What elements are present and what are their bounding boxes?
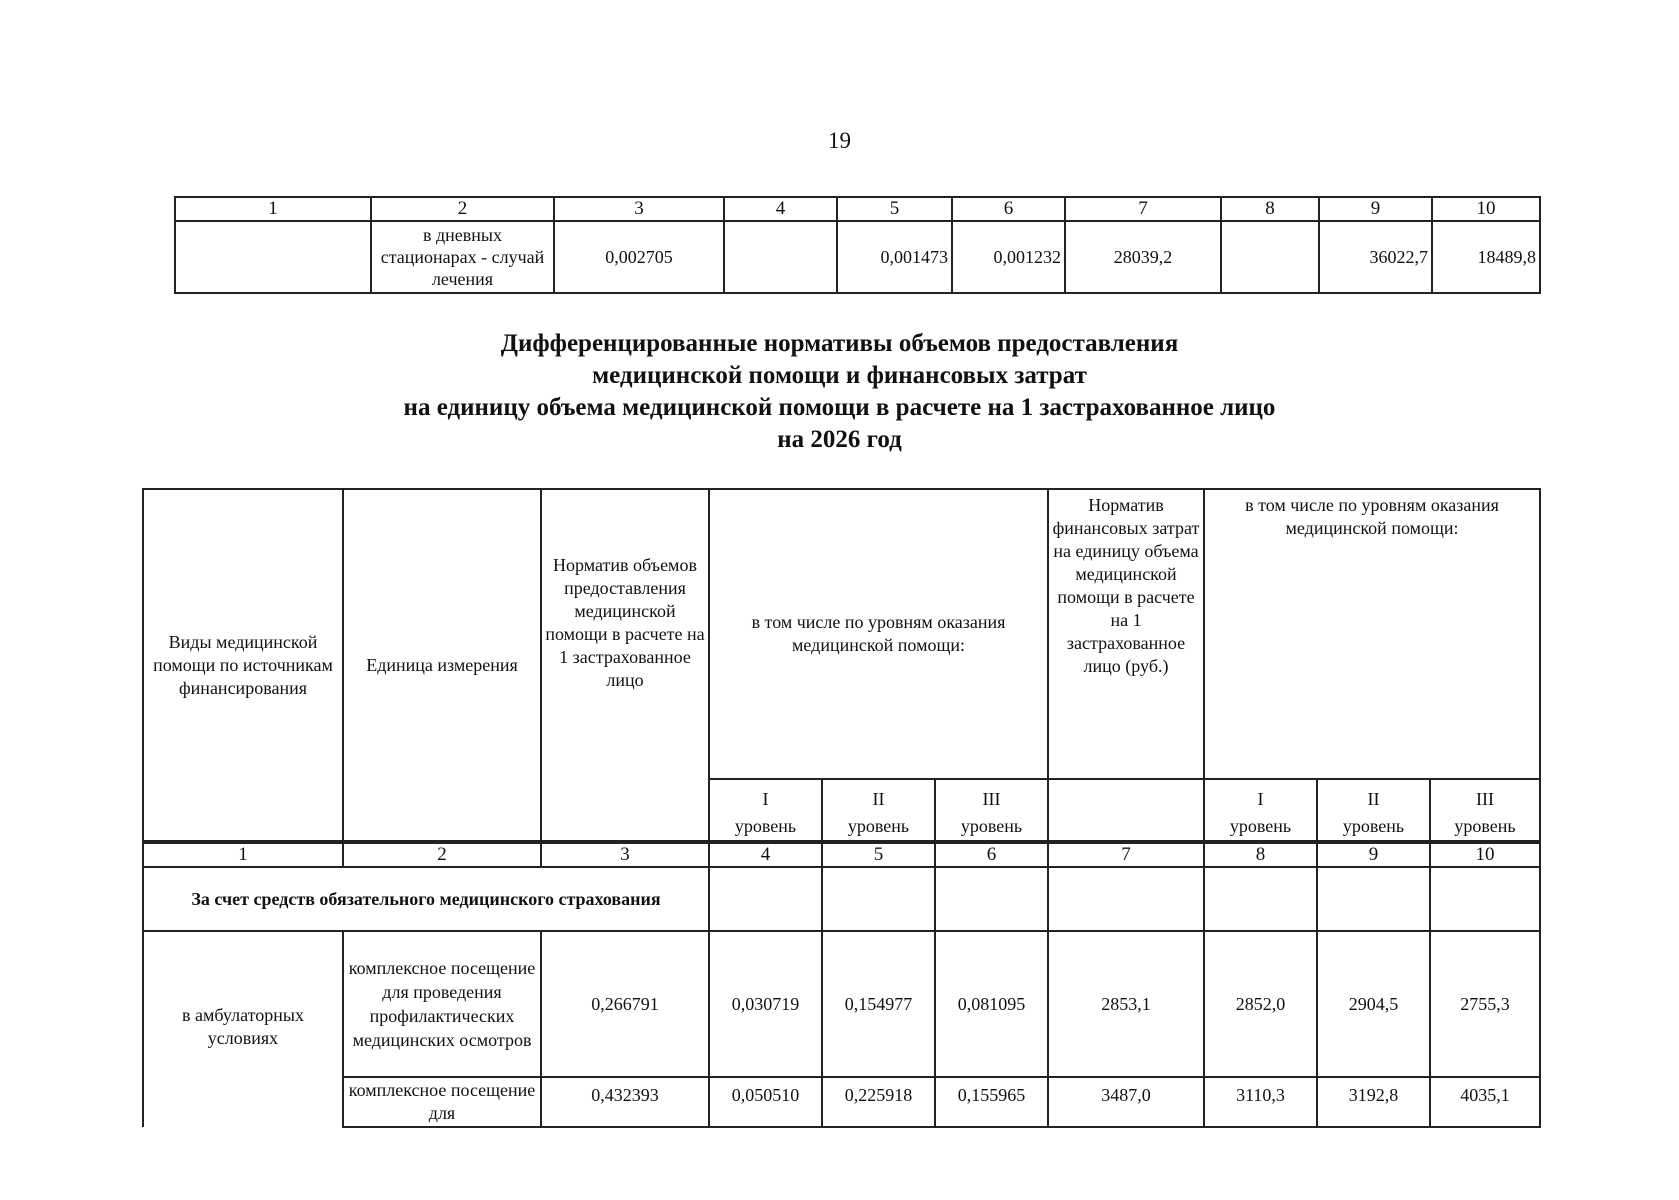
column-number: 2 <box>343 842 541 867</box>
title-line: на 2026 год <box>777 426 902 453</box>
value-cell: 0,001232 <box>952 221 1065 293</box>
column-number: 4 <box>724 197 837 221</box>
table-row <box>143 1077 1540 1127</box>
value-cell: 2853,1 <box>1048 931 1204 1077</box>
level-header-empty <box>1048 779 1204 842</box>
header-levels-volume: в том числе по уровням оказания медицинской помощи: <box>709 489 1048 779</box>
column-number: 10 <box>1432 197 1540 221</box>
value-cell: 0,155965 <box>935 1077 1048 1127</box>
value-cell: 0,266791 <box>541 931 709 1077</box>
value-cell: 0,432393 <box>541 1077 709 1127</box>
column-number: 1 <box>143 842 343 867</box>
value-cell: 3110,3 <box>1204 1077 1317 1127</box>
value-cell: 0,001473 <box>837 221 952 293</box>
level-header: III уровень <box>1430 779 1540 842</box>
value-cell: 4035,1 <box>1430 1077 1540 1127</box>
value-cell: 28039,2 <box>1065 221 1221 293</box>
column-number: 3 <box>541 842 709 867</box>
column-number: 5 <box>822 842 935 867</box>
value-cell: 0,154977 <box>822 931 935 1077</box>
value-cell <box>724 221 837 293</box>
value-cell <box>1221 221 1319 293</box>
column-number: 8 <box>1221 197 1319 221</box>
column-number: 2 <box>371 197 554 221</box>
level-header: I уровень <box>709 779 822 842</box>
section-row <box>143 867 1540 931</box>
value-cell: 0,002705 <box>554 221 724 293</box>
header-unit: Единица измерения <box>343 489 541 842</box>
header-row <box>143 489 1540 779</box>
norms-table <box>142 488 1541 1128</box>
column-number: 7 <box>1048 842 1204 867</box>
column-number: 6 <box>952 197 1065 221</box>
column-number: 9 <box>1317 842 1430 867</box>
value-cell: 3487,0 <box>1048 1077 1204 1127</box>
column-numbers-row <box>143 842 1540 867</box>
value-cell: 2852,0 <box>1204 931 1317 1077</box>
header-types-of-care: Виды медицинской помощи по источникам финансирования <box>143 489 343 842</box>
level-header: II уровень <box>822 779 935 842</box>
value-cell: 0,225918 <box>822 1077 935 1127</box>
document-title <box>0 328 1679 456</box>
table-cell <box>1048 867 1204 931</box>
level-header: III уровень <box>935 779 1048 842</box>
section-title: За счет средств обязательного медицинского страхования <box>143 867 709 931</box>
table-row <box>143 931 1540 1077</box>
title-line: на единицу объема медицинской помощи в расчете на 1 застрахованное лицо <box>403 394 1276 421</box>
title-line: медицинской помощи и финансовых затрат <box>592 362 1087 389</box>
table-cell <box>822 867 935 931</box>
column-number: 9 <box>1319 197 1432 221</box>
table-cell <box>1204 867 1317 931</box>
value-cell: 18489,8 <box>1432 221 1540 293</box>
table-cell <box>1430 867 1540 931</box>
value-cell: 0,030719 <box>709 931 822 1077</box>
unit-cell: комплексное посещение для <box>343 1077 541 1127</box>
group-label: в амбулаторных условиях <box>143 931 343 1127</box>
value-cell: 2755,3 <box>1430 931 1540 1077</box>
column-number: 1 <box>175 197 371 221</box>
value-cell: 0,081095 <box>935 931 1048 1077</box>
value-cell: 0,050510 <box>709 1077 822 1127</box>
continuation-table <box>174 196 1541 294</box>
value-cell: 36022,7 <box>1319 221 1432 293</box>
title-line: Дифференцированные нормативы объемов предоставления <box>500 330 1179 357</box>
page-number: 19 <box>828 128 851 153</box>
level-header: II уровень <box>1317 779 1430 842</box>
column-number: 5 <box>837 197 952 221</box>
continuation-column-numbers <box>175 197 1540 221</box>
value-cell: 3192,8 <box>1317 1077 1430 1127</box>
header-volume-norm: Норматив объемов предоставления медицинской помощи в расчете на 1 застрахованное лицо <box>541 489 709 842</box>
column-number: 7 <box>1065 197 1221 221</box>
table-cell <box>935 867 1048 931</box>
header-levels-cost: в том числе по уровням оказания медицинской помощи: <box>1204 489 1540 779</box>
unit-cell: в дневных стационарах - случай лечения <box>371 221 554 293</box>
table-cell <box>1317 867 1430 931</box>
column-number: 6 <box>935 842 1048 867</box>
level-header: I уровень <box>1204 779 1317 842</box>
table-cell <box>175 221 371 293</box>
header-cost-norm: Норматив финансовых затрат на единицу объема медицинской помощи в расчете на 1 застрахованное лицо (руб.) <box>1048 489 1204 779</box>
column-number: 8 <box>1204 842 1317 867</box>
column-number: 3 <box>554 197 724 221</box>
column-number: 10 <box>1430 842 1540 867</box>
table-cell <box>709 867 822 931</box>
unit-cell: комплексное посещение для проведения профилактических медицинских осмотров <box>343 931 541 1077</box>
value-cell: 2904,5 <box>1317 931 1430 1077</box>
table-row <box>175 221 1540 293</box>
column-number: 4 <box>709 842 822 867</box>
